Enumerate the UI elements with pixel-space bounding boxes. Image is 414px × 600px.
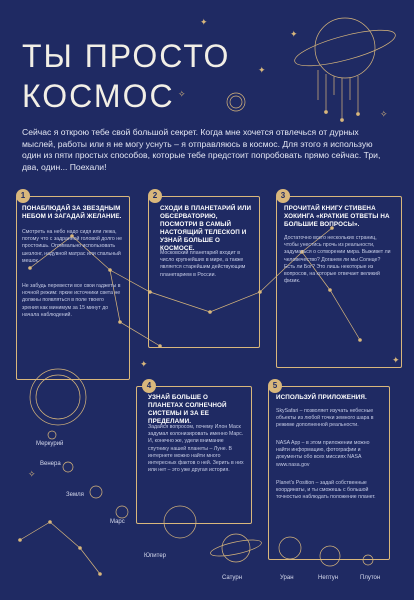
planet-label-saturn: Сатурн [222, 575, 243, 581]
saturn-ring-top [292, 23, 399, 73]
star-icon: ✧ [380, 109, 388, 119]
star-icon: ✧ [28, 469, 36, 479]
star-icon: ✦ [392, 355, 400, 365]
star-icon: ✧ [178, 89, 186, 99]
card-3-text: Достаточно всего нескольких страниц, чтобы унестись прочь из реальности, задуматься о сотворении мира. Выживет ли человечество? Доганем ли мы Солнце? Есть ли Бог? Это лишь некоторые из вопросов, на которые отвечает великий физик. [284, 235, 391, 285]
card-4-heading: УЗНАЙ БОЛЬШЕ О ПЛАНЕТАХ СОЛНЕЧНОЙ СИСТЕМЫ И ЗА ЕЕ ПРЕДЕЛАМИ. [148, 394, 227, 425]
star-icon: ✦ [140, 359, 148, 369]
card-2-number: 2 [148, 189, 162, 203]
card-5-app-skysafari: SkySafari – позволяет изучать небесные объекты из любой точки земного шара в режиме дополненной реальности. [276, 408, 374, 429]
card-5-app-planets-position: Planet's Position – задай собственные координаты, и ты сможешь с большой точностью наблюдать положение планет. [276, 480, 376, 501]
planet-label-neptune: Нептун [318, 575, 339, 581]
title-line-1: ТЫ ПРОСТО [22, 38, 231, 74]
sun-small [230, 96, 242, 108]
card-1-text: Смотреть на небо надо сидя или лежа, потому что с задранной головой долго не простоишь. Оптимально использовать шезлонг, надувной матрас или спальный мешок. [22, 229, 122, 264]
star-icon: ✦ [258, 65, 266, 75]
card-4-text: Задайся вопросом, почему Илон Маск задумал колонизировать именно Марс. И, конечно же, удели внимание спутнику нашей планеты – Луне. В интернете можно найти много интересных фактов о ней. Зерить в них или нет – это уже другая история. [148, 424, 244, 474]
star-icon: ✦ [290, 29, 298, 39]
card-3-heading: ПРОЧИТАЙ КНИГУ СТИВЕНА ХОКИНГА «КРАТКИЕ ОТВЕТЫ НА БОЛЬШИЕ ВОПРОСЫ». [284, 205, 390, 228]
card-3-number: 3 [276, 189, 290, 203]
venus-drawing [63, 462, 73, 472]
saturn-drawing-top [315, 18, 375, 78]
planet-label-mercury: Меркурий [36, 441, 64, 447]
card-1-heading: ПОНАБЛЮДАЙ ЗА ЗВЕЗДНЫМ НЕБОМ И ЗАГАДАЙ ЖЕЛАНИЕ. [22, 205, 122, 220]
planet-label-uranus: Уран [280, 575, 294, 581]
title-line-2: КОСМОС [22, 78, 175, 114]
earth-drawing [90, 486, 102, 498]
card-4-number: 4 [142, 379, 156, 393]
sun-big [36, 375, 80, 419]
card-2-text: Московский планетарий входит в число крупнейших в мире, а также является старейшим действующим планетарием в России. [160, 250, 246, 278]
card-5-number: 5 [268, 379, 282, 393]
card-2-heading: СХОДИ В ПЛАНЕТАРИЙ ИЛИ ОБСЕРВАТОРИЮ, ПОСМОТРИ В САМЫЙ НАСТОЯЩИЙ ТЕЛЕСКОП И УЗНАЙ БОЛЬШЕ О КОСМОСЕ. [160, 205, 252, 252]
planet-label-earth: Земля [66, 492, 84, 498]
page-title [22, 36, 230, 116]
planet-label-jupiter: Юпитер [144, 553, 167, 559]
planet-label-venus: Венера [40, 461, 61, 467]
card-1-text-2: Не забудь перевести все свои гаджеты в ночной режим: яркие источники света не должны появляться в поле твоего зрения как минимум за 15 минут до начала наблюдений. [22, 283, 121, 318]
mercury-drawing [48, 431, 56, 439]
saturn-drawing [222, 534, 250, 562]
planet-label-pluto: Плутон [360, 575, 381, 581]
card-5-heading: ИСПОЛЬЗУЙ ПРИЛОЖЕНИЯ. [276, 394, 367, 401]
card-1-number: 1 [16, 189, 30, 203]
star-icon: ✦ [200, 17, 208, 27]
mars-drawing [116, 506, 128, 518]
planet-label-mars: Марс [110, 519, 125, 525]
card-5-app-nasa: NASA App – в этом приложении можно найти информацию, фотографии и документы обо всех миссиях NASA www.nasa.gov [276, 440, 370, 468]
intro-text: Сейчас я открою тебе свой большой секрет. Когда мне хочется отвлечься от дурных мыслей, работы или я не могу уснуть – я отправляюсь в космос. Для этого я использую один из пяти простых способов, которые тебе предстоит попробовать прямо сейчас. Три, два, один... Поехали! [22, 127, 381, 172]
